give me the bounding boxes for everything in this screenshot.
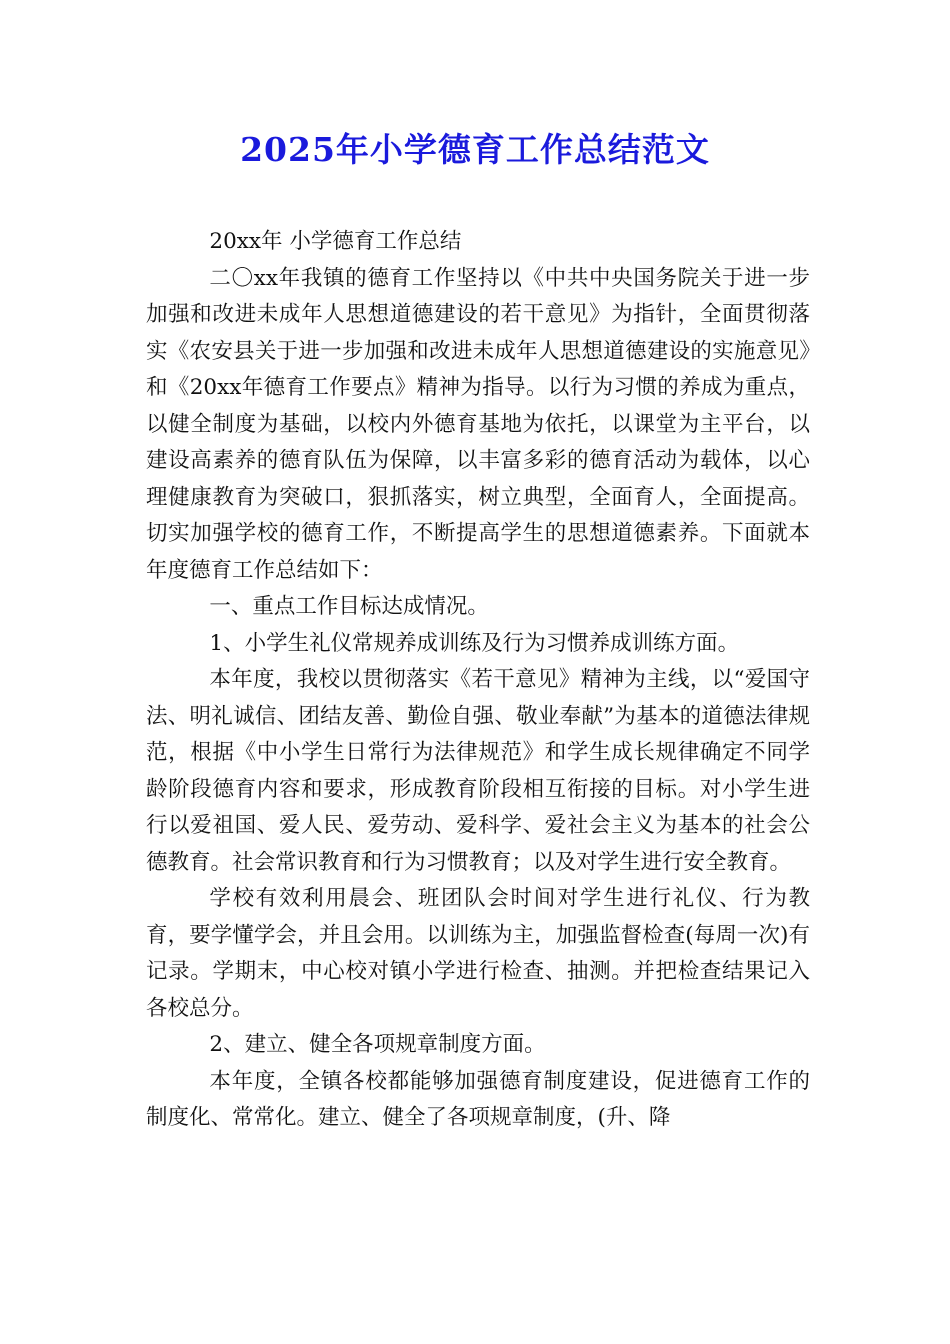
paragraph-training: 学校有效利用晨会、班团队会时间对学生进行礼仪、行为教育，要学懂学会，并且会用。以训练为主，加强监督检查(每周一次)有记录。学期末，中心校对镇小学进行检查、抽测。并把检查结果记入各校总分。 [146,886,810,1021]
section-heading-1: 一、重点工作目标达成情况。 [209,594,489,619]
paragraph-etiquette: 本年度，我校以贯彻落实《若干意见》精神为主线，以“爱国守法、明礼诚信、团结友善、勤俭自强、敬业奉献”为基本的道德法律规范，根据《中小学生日常行为法律规范》和学生成长规律确定不同学龄阶段德育内容和要求，形成教育阶段相互衔接的目标。对小学生进行以爱祖国、爱人民、爱劳动、爱科学、爱社会主义为基本的社会公德教育。社会常识教育和行为习惯教育；以及对学生进行安全教育。 [146,667,810,875]
document-body [146,224,810,1137]
paragraph-rules: 本年度，全镇各校都能够加强德育制度建设，促进德育工作的制度化、常常化。建立、健全了各项规章制度，(升、降 [146,1068,810,1130]
document-title: 2025年小学德育工作总结范文 [240,130,710,169]
paragraph-intro: 二〇xx年我镇的德育工作坚持以《中共中央国务院关于进一步加强和改进未成年人思想道德建设的若干意见》为指针，全面贯彻落实《农安县关于进一步加强和改进未成年人思想道德建设的实施意见》和《20xx年德育工作要点》精神为指导。以行为习惯的养成为重点，以健全制度为基础，以校内外德育基地为依托，以课堂为主平台，以建设高素养的德育队伍为保障，以丰富多彩的德育活动为载体，以心理健康教育为突破口，狠抓落实，树立典型，全面育人，全面提高。切实加强学校的德育工作，不断提高学生的思想道德素养。下面就本年度德育工作总结如下： [146,265,810,583]
subsection-heading-2: 2、建立、健全各项规章制度方面。 [209,1032,546,1057]
paragraph-subtitle: 20xx年 小学德育工作总结 [209,229,462,254]
subsection-heading-1: 1、小学生礼仪常规养成训练及行为习惯养成训练方面。 [209,630,740,656]
